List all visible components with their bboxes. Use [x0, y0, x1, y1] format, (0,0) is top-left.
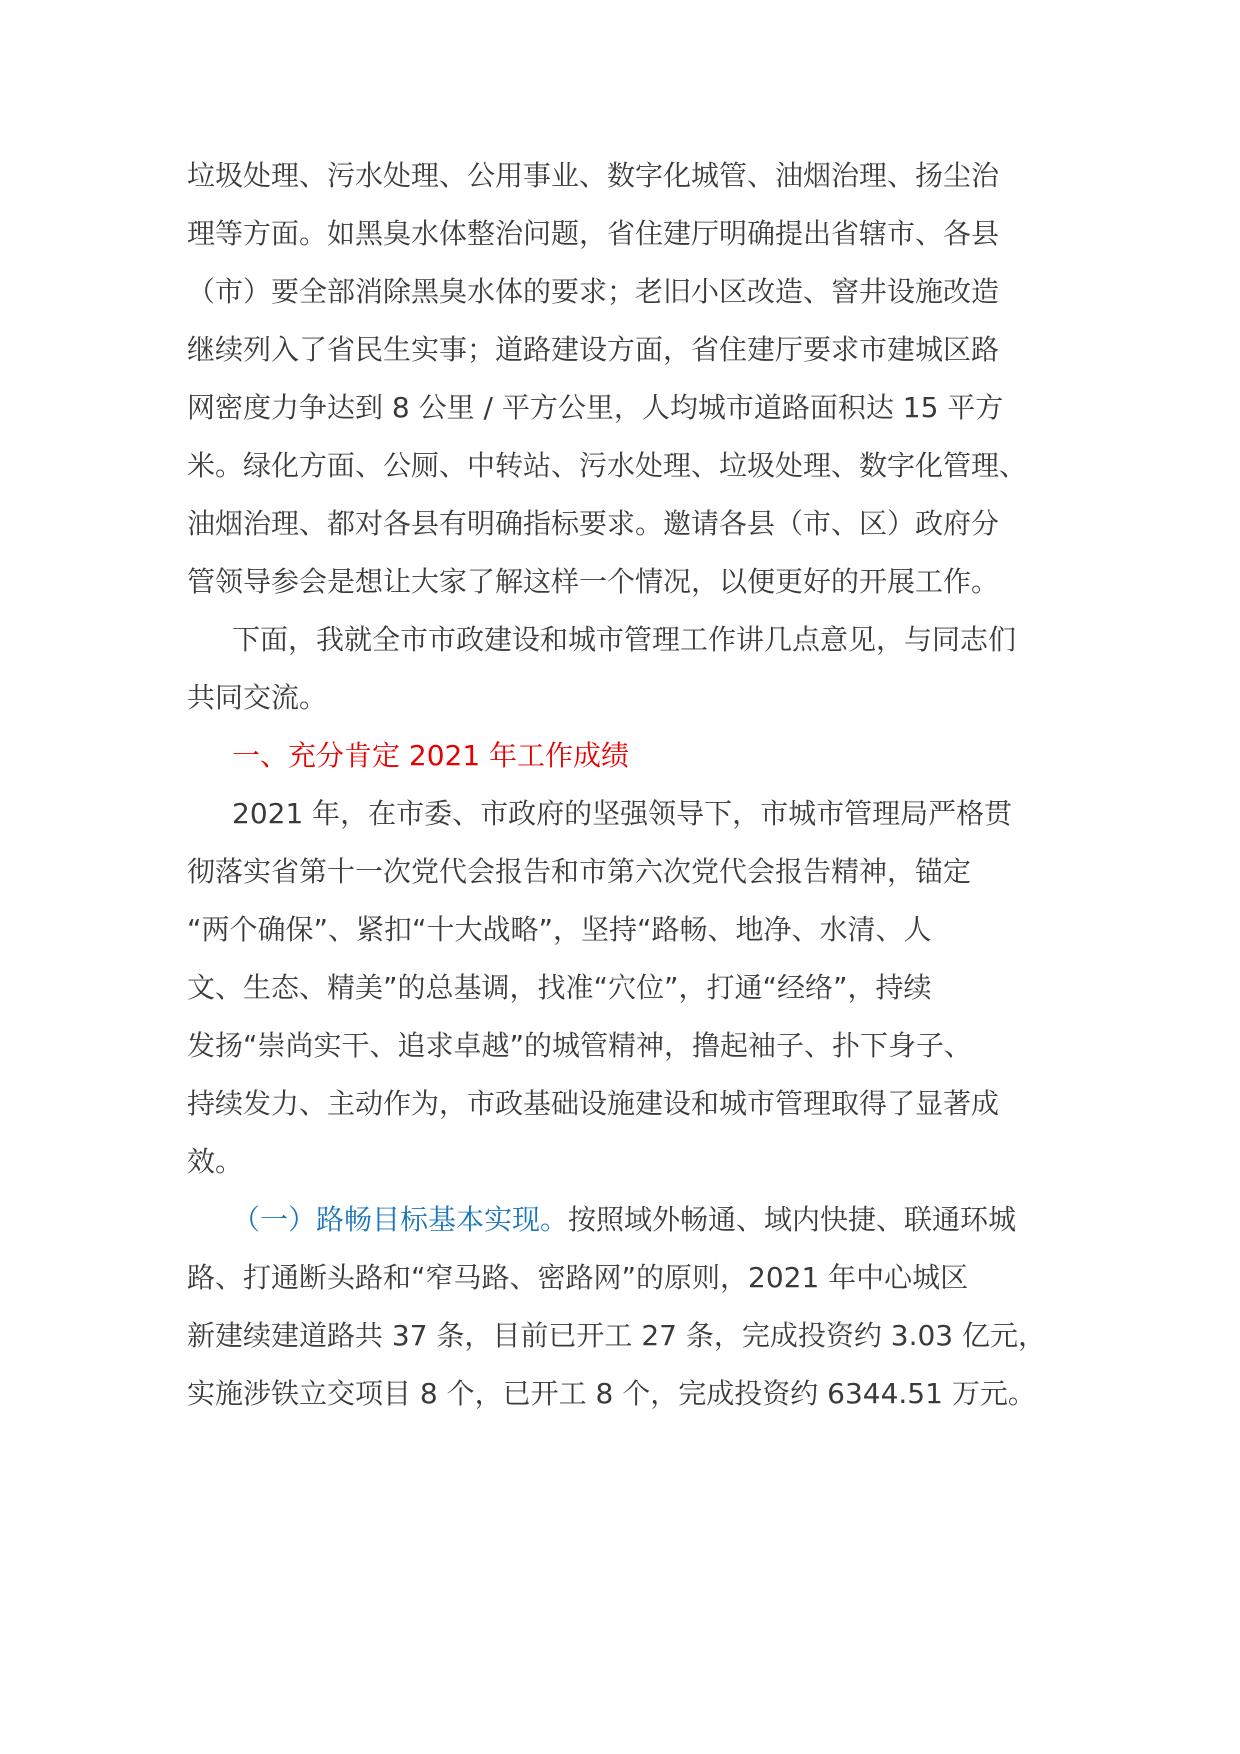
paragraph-line: 米。绿化方面、公厕、中转站、污水处理、垃圾处理、数字化管理、 [187, 449, 1028, 482]
paragraph-line: 路、打通断头路和“窄马路、密路网”的原则，2021 年中心城区 [187, 1261, 969, 1294]
paragraph-line: 油烟治理、都对各县有明确指标要求。邀请各县（市、区）政府分 [187, 507, 1000, 540]
paragraph-line: 2021 年，在市委、市政府的坚强领导下，市城市管理局严格贯 [232, 797, 1013, 830]
paragraph-line: 垃圾处理、污水处理、公用事业、数字化城管、油烟治理、扬尘治 [187, 159, 1000, 192]
paragraph-line: 持续发力、主动作为，市政基础设施建设和城市管理取得了显著成 [187, 1087, 1000, 1120]
paragraph-line [232, 1200, 1112, 1240]
paragraph-line: “两个确保”、紧扣“十大战略”，坚持“路畅、地净、水清、人 [187, 913, 932, 946]
paragraph-line: 网密度力争达到 8 公里 / 平方公里，人均城市道路面积达 15 平方 [187, 391, 1004, 424]
paragraph-line: 共同交流。 [187, 681, 328, 714]
section-heading: 一、充分肯定 2021 年工作成绩 [232, 739, 630, 772]
paragraph-line: （市）要全部消除黑臭水体的要求；老旧小区改造、窨井设施改造 [187, 275, 1000, 308]
paragraph-line: 彻落实省第十一次党代会报告和市第六次党代会报告精神，锚定 [187, 855, 972, 888]
paragraph-line: 管领导参会是想让大家了解这样一个情况，以便更好的开展工作。 [187, 565, 1000, 598]
paragraph-line: 继续列入了省民生实事；道路建设方面，省住建厅要求市建城区路 [187, 333, 1000, 366]
paragraph-line: 理等方面。如黑臭水体整治问题，省住建厅明确提出省辖市、各县 [187, 217, 1000, 250]
paragraph-line: 新建续建道路共 37 条，目前已开工 27 条，完成投资约 3.03 亿元， [187, 1319, 1047, 1352]
paragraph-line: 实施涉铁立交项目 8 个，已开工 8 个，完成投资约 6344.51 万元。 [187, 1377, 1036, 1410]
paragraph-line: 下面，我就全市市政建设和城市管理工作讲几点意见，与同志们 [232, 623, 1017, 656]
paragraph-text: 按照域外畅通、域内快捷、联通环城 [568, 1203, 1017, 1236]
paragraph-line: 效。 [187, 1145, 244, 1178]
paragraph-line: 发扬“崇尚实干、追求卓越”的城管精神，撸起袖子、扑下身子、 [187, 1029, 973, 1062]
paragraph-line: 文、生态、精美”的总基调，找准“穴位”，打通“经络”，持续 [187, 971, 932, 1004]
subsection-heading: （一）路畅目标基本实现。 [232, 1203, 569, 1236]
